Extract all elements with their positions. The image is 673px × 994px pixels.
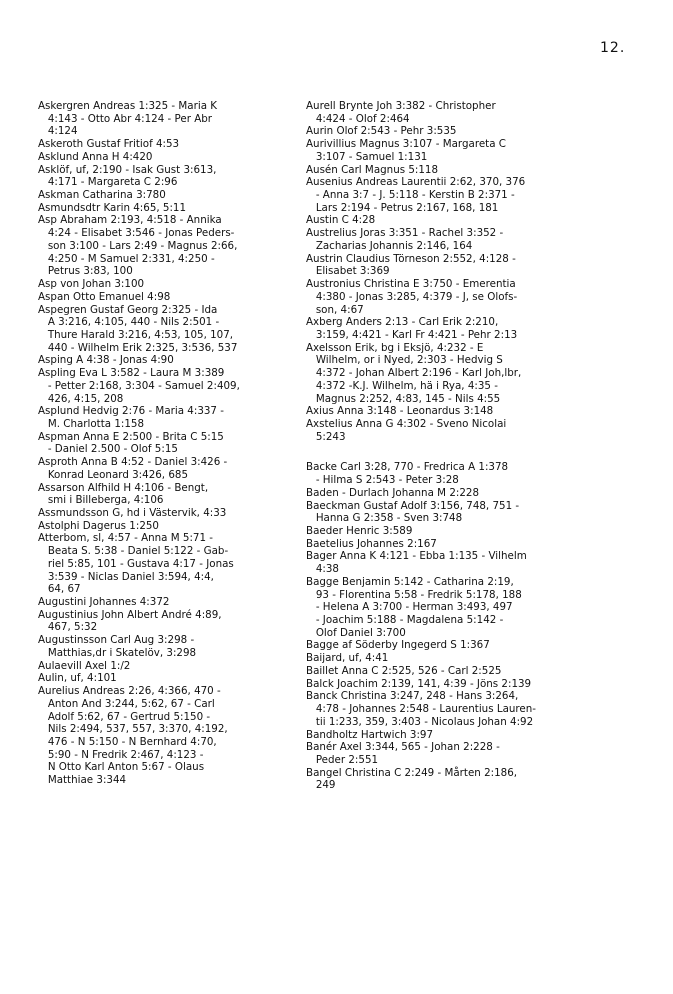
index-entry: Bagge Benjamin 5:142 - Catharina 2:19, xyxy=(306,575,514,588)
index-entry: Banér Axel 3:344, 565 - Johan 2:228 - xyxy=(306,741,500,754)
index-entry-continuation: Peder 2:551 xyxy=(306,753,379,766)
index-entry-continuation: riel 5:85, 101 - Gustava 4:17 - Jonas xyxy=(38,557,234,570)
index-entry: Augustinius John Albert André 4:89, xyxy=(38,608,222,621)
index-entry: Aspan Otto Emanuel 4:98 xyxy=(38,290,171,303)
index-entry: Axberg Anders 2:13 - Carl Erik 2:210, xyxy=(306,316,499,329)
index-entry-continuation: Konrad Leonard 3:426, 685 xyxy=(38,468,188,481)
index-entry-continuation: Lars 2:194 - Petrus 2:167, 168, 181 xyxy=(306,201,499,214)
index-entry: Axius Anna 3:148 - Leonardus 3:148 xyxy=(306,405,494,418)
index-entry-continuation: 4:372 - Johan Albert 2:196 - Karl Joh,lbr, xyxy=(306,367,522,380)
index-entry-continuation: 4:143 - Otto Abr 4:124 - Per Abr xyxy=(38,112,213,125)
index-entry: Asklöf, uf, 2:190 - Isak Gust 3:613, xyxy=(38,163,217,176)
index-entry-continuation: M. Charlotta 1:158 xyxy=(38,417,145,430)
index-entry: Austronius Christina E 3:750 - Emerentia xyxy=(306,278,516,291)
index-entry-continuation: - Hilma S 2:543 - Peter 3:28 xyxy=(306,474,459,487)
index-entry-continuation: tii 1:233, 359, 3:403 - Nicolaus Johan 4:92 xyxy=(306,715,534,728)
page-number: 12. xyxy=(600,40,626,56)
index-entry-continuation: Anton And 3:244, 5:62, 67 - Carl xyxy=(38,697,215,710)
index-entry-continuation: 4:171 - Margareta C 2:96 xyxy=(38,176,178,189)
index-entry-continuation: Olof Daniel 3:700 xyxy=(306,626,406,639)
index-entry: Aurivillius Magnus 3:107 - Margareta C xyxy=(306,138,506,151)
index-entry-continuation: 4:38 xyxy=(306,563,339,576)
index-entry: Aurelius Andreas 2:26, 4:366, 470 - xyxy=(38,685,221,698)
index-entry-continuation: - Joachim 5:188 - Magdalena 5:142 - xyxy=(306,614,504,627)
index-entry-continuation: Magnus 2:252, 4:83, 145 - Nils 4:55 xyxy=(306,392,501,405)
index-entry-continuation: Hanna G 2:358 - Sven 3:748 xyxy=(306,512,463,525)
index-entry-continuation: 467, 5:32 xyxy=(38,621,98,634)
index-entry-continuation: 5:243 xyxy=(306,430,346,443)
index-entry: Bagge af Söderby Ingegerd S 1:367 xyxy=(306,639,490,652)
index-entry: Austrelius Joras 3:351 - Rachel 3:352 - xyxy=(306,227,504,240)
index-entry-continuation: Thure Harald 3:216, 4:53, 105, 107, xyxy=(38,328,234,341)
index-entry: Bandholtz Hartwich 3:97 xyxy=(306,728,434,741)
index-entry-continuation: 5:90 - N Fredrik 2:467, 4:123 - xyxy=(38,748,204,761)
index-entry: Assarson Alfhild H 4:106 - Bengt, xyxy=(38,481,209,494)
index-entry: Aurell Brynte Joh 3:382 - Christopher xyxy=(306,100,496,112)
index-entry: Baillet Anna C 2:525, 526 - Carl 2:525 xyxy=(306,664,502,677)
index-entry-continuation: 4:24 - Elisabet 3:546 - Jonas Peders- xyxy=(38,227,235,240)
index-entry-continuation: 249 xyxy=(306,779,336,792)
index-entry: Aulaevill Axel 1:/2 xyxy=(38,659,131,672)
index-entry-continuation: 4:124 xyxy=(38,125,78,138)
index-entry-continuation: 93 - Florentina 5:58 - Fredrik 5:178, 188 xyxy=(306,588,522,601)
index-entry: Assmundsson G, hd i Västervik, 4:33 xyxy=(38,507,227,519)
index-entry-continuation: 4:372 -K.J. Wilhelm, hä i Rya, 4:35 - xyxy=(306,379,498,392)
index-entry-continuation: 4:250 - M Samuel 2:331, 4:250 - xyxy=(38,252,215,265)
index-entry-continuation: son, 4:67 xyxy=(306,303,364,316)
index-entry-continuation: Zacharias Johannis 2:146, 164 xyxy=(306,239,473,252)
index-entry: Asping A 4:38 - Jonas 4:90 xyxy=(38,354,174,367)
index-entry: Augustini Johannes 4:372 xyxy=(38,596,170,609)
index-column-right xyxy=(306,100,586,792)
index-entry: Asp Abraham 2:193, 4:518 - Annika xyxy=(38,214,222,227)
index-entry-continuation: 3:539 - Niclas Daniel 3:594, 4:4, xyxy=(38,570,214,583)
index-entry: Aulin, uf, 4:101 xyxy=(38,672,117,685)
index-entry: Asklund Anna H 4:420 xyxy=(38,150,153,163)
index-entry: Augustinsson Carl Aug 3:298 - xyxy=(38,634,195,647)
index-entry-continuation: Matthias,dr i Skatelöv, 3:298 xyxy=(38,646,197,659)
index-entry: Aurin Olof 2:543 - Pehr 3:535 xyxy=(306,125,457,138)
index-entry-continuation: 4:78 - Johannes 2:548 - Laurentius Lauren- xyxy=(306,703,536,716)
index-entry-continuation: Elisabet 3:369 xyxy=(306,265,390,278)
index-entry: Astolphi Dagerus 1:250 xyxy=(38,519,159,532)
index-entry: Backe Carl 3:28, 770 - Fredrica A 1:378 xyxy=(306,461,509,474)
index-entry: Baden - Durlach Johanna M 2:228 xyxy=(306,486,479,499)
index-entry: Axelsson Erik, bg i Eksjö, 4:232 - E xyxy=(306,341,484,354)
index-entry-continuation: - Anna 3:7 - J. 5:118 - Kerstin B 2:371 - xyxy=(306,189,515,202)
index-entry: Austin C 4:28 xyxy=(306,214,376,227)
index-entry-continuation: - Daniel 2.500 - Olof 5:15 xyxy=(38,443,178,456)
index-entry-continuation: A 3:216, 4:105, 440 - Nils 2:501 - xyxy=(38,316,220,329)
index-entry-continuation: Beata S. 5:38 - Daniel 5:122 - Gab- xyxy=(38,545,229,558)
index-entry-continuation: Nils 2:494, 537, 557, 3:370, 4:192, xyxy=(38,723,228,736)
index-entry-continuation: 476 - N 5:150 - N Bernhard 4:70, xyxy=(38,735,217,748)
index-entry: Asp von Johan 3:100 xyxy=(38,278,145,291)
index-entry-continuation: 4:380 - Jonas 3:285, 4:379 - J, se Olofs- xyxy=(306,290,518,303)
index-entry-continuation: Adolf 5:62, 67 - Gertrud 5:150 - xyxy=(38,710,211,723)
index-entry-continuation: - Helena A 3:700 - Herman 3:493, 497 xyxy=(306,601,513,614)
index-entry: Baijard, uf, 4:41 xyxy=(306,652,389,665)
index-entry-continuation: Matthiae 3:344 xyxy=(38,774,127,787)
index-entry-continuation: 3:107 - Samuel 1:131 xyxy=(306,150,428,163)
index-entry: Askeroth Gustaf Fritiof 4:53 xyxy=(38,138,180,151)
index-entry-continuation: 440 - Wilhelm Erik 2:325, 3:536, 537 xyxy=(38,341,238,354)
index-entry-continuation: 3:159, 4:421 - Karl Fr 4:421 - Pehr 2:13 xyxy=(306,328,518,341)
index-entry: Balck Joachim 2:139, 141, 4:39 - Jöns 2:139 xyxy=(306,677,532,690)
index-entry: Askergren Andreas 1:325 - Maria K xyxy=(38,100,218,112)
index-entry: Aspegren Gustaf Georg 2:325 - Ida xyxy=(38,303,218,316)
index-entry: Asplund Hedvig 2:76 - Maria 4:337 - xyxy=(38,405,224,418)
index-entry-continuation: Wilhelm, or i Nyed, 2:303 - Hedvig S xyxy=(306,354,503,367)
index-entry-continuation: smi i Billeberga, 4:106 xyxy=(38,494,164,507)
index-entry-continuation: N Otto Karl Anton 5:67 - Olaus xyxy=(38,761,205,774)
index-entry: Bangel Christina C 2:249 - Mårten 2:186, xyxy=(306,766,518,779)
index-entry: Baetelius Johannes 2:167 xyxy=(306,537,437,550)
index-entry-continuation: Petrus 3:83, 100 xyxy=(38,265,133,278)
index-entry: Ausén Carl Magnus 5:118 xyxy=(306,163,439,176)
index-entry-continuation: - Petter 2:168, 3:304 - Samuel 2:409, xyxy=(38,379,240,392)
index-entry-continuation: son 3:100 - Lars 2:49 - Magnus 2:66, xyxy=(38,239,238,252)
index-entry: Axstelius Anna G 4:302 - Sveno Nicolai xyxy=(306,417,507,430)
section-gap xyxy=(306,443,586,461)
index-entry: Atterbom, sl, 4:57 - Anna M 5:71 - xyxy=(38,532,214,545)
index-entry: Aspling Eva L 3:582 - Laura M 3:389 xyxy=(38,367,225,380)
index-entry-continuation: 426, 4:15, 208 xyxy=(38,392,124,405)
index-column-left xyxy=(38,100,300,787)
index-entry: Austrin Claudius Törneson 2:552, 4:128 - xyxy=(306,252,516,265)
index-entry-continuation: 4:424 - Olof 2:464 xyxy=(306,112,410,125)
index-entry: Banck Christina 3:247, 248 - Hans 3:264, xyxy=(306,690,519,703)
index-entry: Asproth Anna B 4:52 - Daniel 3:426 - xyxy=(38,456,228,469)
index-entry: Baeckman Gustaf Adolf 3:156, 748, 751 - xyxy=(306,499,520,512)
index-entry-continuation: 64, 67 xyxy=(38,583,81,596)
index-entry: Bager Anna K 4:121 - Ebba 1:135 - Vilhelm xyxy=(306,550,527,563)
index-entry: Askman Catharina 3:780 xyxy=(38,189,166,202)
index-entry: Baeder Henric 3:589 xyxy=(306,525,413,537)
index-entry: Ausenius Andreas Laurentii 2:62, 370, 376 xyxy=(306,176,526,189)
index-entry: Asmundsdtr Karin 4:65, 5:11 xyxy=(38,201,187,214)
index-entry: Aspman Anna E 2:500 - Brita C 5:15 xyxy=(38,430,224,443)
